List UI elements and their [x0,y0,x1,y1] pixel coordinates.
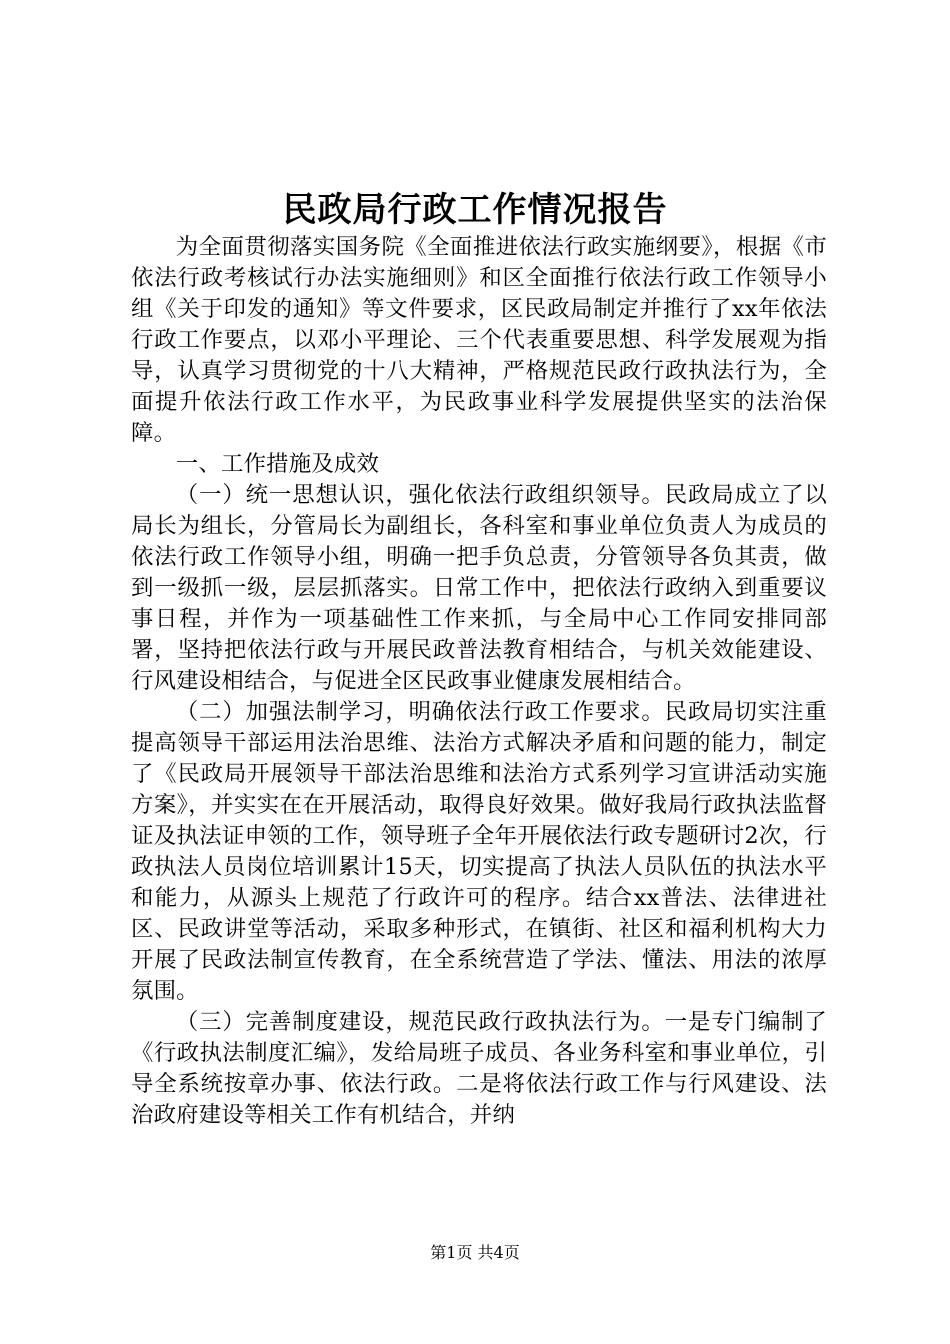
intro-paragraph: 为全面贯彻落实国务院《全面推进依法行政实施纲要》，根据《市依法行政考核试行办法实施细则》和区全面推行依法行政工作领导小组《关于印发的通知》等文件要求，区民政局制定并推行了xx年依法行政工作要点，以邓小平理论、三个代表重要思想、科学发展观为指导，认真学习贯彻党的十八大精神，严格规范民政行政执法行为，全面提升依法行政工作水平，为民政事业科学发展提供坚实的法治保障。 [131,234,827,446]
measure-paragraph-1: （一）统一思想认识，强化依法行政组织领导。民政局成立了以局长为组长，分管局长为副组长，各科室和事业单位负责人为成员的依法行政工作领导小组，明确一把手负总责，分管领导各负其责，做到一级抓一级，层层抓落实。日常工作中，把依法行政纳入到重要议事日程，并作为一项基础性工作来抓，与全局中心工作同安排同部署，坚持把依法行政与开展民政普法教育相结合，与机关效能建设、行风建设相结合，与促进全区民政事业健康发展相结合。 [131,482,827,694]
measure-paragraph-3: （三）完善制度建设，规范民政行政执法行为。一是专门编制了《行政执法制度汇编》，发给局班子成员、各业务科室和事业单位，引导全系统按章办事、依法行政。二是将依法行政工作与行风建设、法治政府建设等相关工作有机结合，并纳 [131,1009,827,1128]
measure-paragraph-2: （二）加强法制学习，明确依法行政工作要求。民政局切实注重提高领导干部运用法治思维、法治方式解决矛盾和问题的能力，制定了《民政局开展领导干部法治思维和法治方式系列学习宣讲活动实施方案》，并实实在在开展活动，取得良好效果。做好我局行政执法监督证及执法证申领的工作，领导班子全年开展依法行政专题研讨2次，行政执法人员岗位培训累计15天，切实提高了执法人员队伍的执法水平和能力，从源头上规范了行政许可的程序。结合xx普法、法律进社区、民政讲堂等活动，采取多种形式，在镇街、社区和福利机构大力开展了民政法制宣传教育，在全系统营造了学法、懂法、用法的浓厚氛围。 [131,699,827,1004]
section-heading: 一、工作措施及成效 [175,451,380,477]
document-body [131,232,827,1131]
document-title: 民政局行政工作情况报告 [282,190,668,230]
page-number-footer: 第1页 共4页 [430,1243,520,1262]
